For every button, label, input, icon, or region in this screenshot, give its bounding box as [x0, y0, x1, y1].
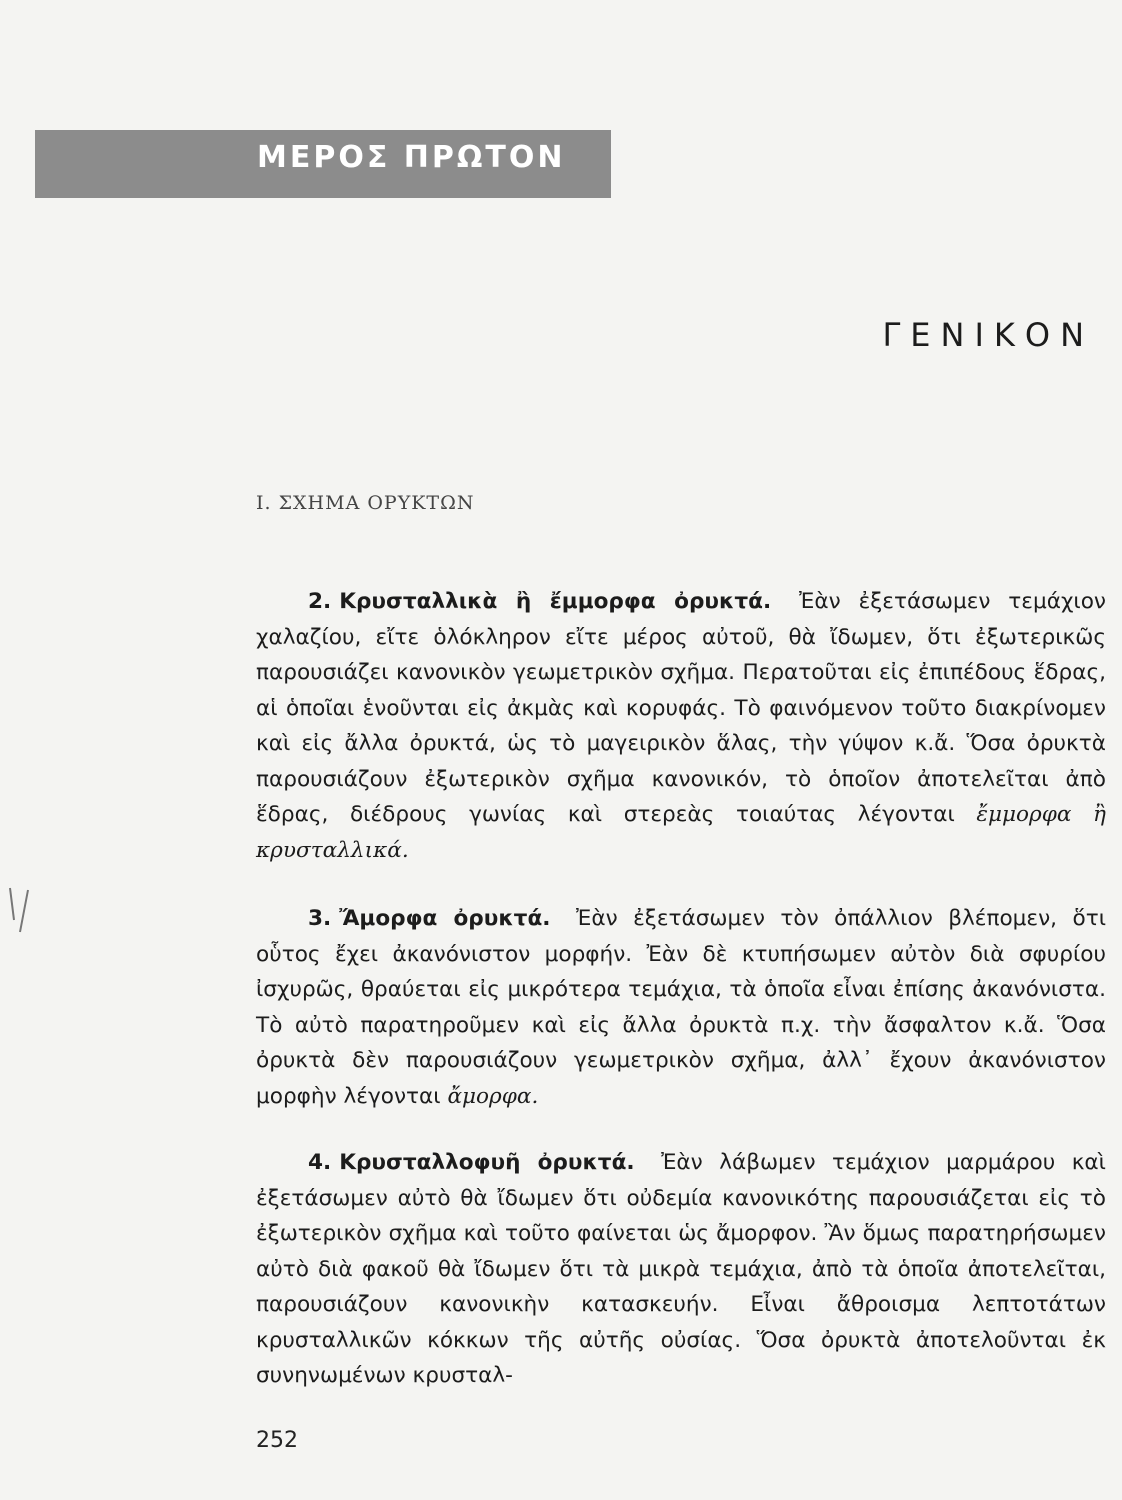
paragraph-text: Ἐὰν ἐξετάσωμεν τεμάχιον χαλαζίου, εἴτε ὁλόκληρον εἴτε μέρος αὐτοῦ, θὰ ἴδωμεν, ὅτι ἐξωτερικῶς παρουσιάζει κανονικὸν γεωμετρικὸν σχῆμα. Περατοῦται εἰς ἐπιπέδους ἕδρας, αἱ ὁποῖαι ἑνοῦνται εἰς ἀκμὰς καὶ κορυφάς. Τὸ φαινόμενον τοῦτο διακρίνομεν καὶ εἰς ἄλλα ὀρυκτά, ὡς τὸ μαγειρικὸν ἅλας, τὴν γύψον κ.ἄ. Ὅσα ὀρυκτὰ παρουσιάζουν ἐξωτερικὸν σχῆμα κανονικόν, τὸ ὁποῖον ἀποτελεῖται ἀπὸ ἕδρας, διέδρους γωνίας καὶ στερεὰς τοιαύτας λέγονται — [256, 589, 1106, 827]
chapter-title: ΓΕΝΙΚΟΝ — [882, 316, 1094, 354]
paragraph-emphasis: ἔμμορφα ἢ κρυσταλλικά. — [256, 802, 1106, 863]
margin-mark-icon — [0, 880, 40, 940]
paragraph-text: Ἐὰν λάβωμεν τεμάχιον μαρμάρου καὶ ἐξετάσωμεν αὐτὸ θὰ ἴδωμεν ὅτι οὐδεμία κανονικότης παρουσιάζεται εἰς τὸ ἐξωτερικὸν σχῆμα καὶ τοῦτο φαίνεται ὡς ἄμορφον. Ἂν ὅμως παρατηρήσωμεν αὐτὸ διὰ φακοῦ θὰ ἴδωμεν ὅτι τὰ μικρὰ τεμάχια, ἀπὸ τὰ ὁποῖα ἀποτελεῖται, παρουσιάζουν κανονικὴν κατασκευήν. Εἶναι ἄθροισμα λεπτοτάτων κρυσταλλικῶν κόκκων τῆς αὐτῆς οὐσίας. Ὅσα ὀρυκτὰ ἀποτελοῦνται ἐκ συνηνωμένων κρυσταλ- — [256, 1150, 1106, 1388]
paragraph-heading: Ἄμορφα ὀρυκτά. — [339, 906, 551, 931]
paragraph-crystallophyes — [256, 1145, 1106, 1394]
paragraph-number: 2. — [308, 589, 332, 614]
paragraph-crystalline — [256, 584, 1106, 868]
part-banner — [35, 130, 611, 198]
paragraph-number: 4. — [308, 1150, 332, 1175]
paragraph-text: Ἐὰν ἐξετάσωμεν τὸν ὀπάλλιον βλέπομεν, ὅτι οὗτος ἔχει ἀκανόνιστον μορφήν. Ἐὰν δὲ κτυπήσωμεν αὐτὸν διὰ σφυρίου ἰσχυρῶς, θραύεται εἰς μικρότερα τεμάχια, τὰ ὁποῖα εἶναι ἐπίσης ἀκανόνιστα. Τὸ αὐτὸ παρατηροῦμεν καὶ εἰς ἄλλα ὀρυκτὰ π.χ. τὴν ἄσφαλτον κ.ἄ. Ὅσα ὀρυκτὰ δὲν παρουσιάζουν γεωμετρικὸν σχῆμα, ἀλλ᾽ ἔχουν ἀκανόνιστον μορφὴν λέγονται — [256, 906, 1106, 1109]
paragraph-heading: Κρυσταλλικὰ ἢ ἔμμορφα ὀρυκτά. — [339, 589, 772, 614]
part-title: ΜΕΡΟΣ ΠΡΩΤΟΝ — [257, 140, 566, 175]
paragraph-amorphous — [256, 901, 1106, 1114]
paragraph-heading: Κρυσταλλοφυῆ ὀρυκτά. — [339, 1150, 635, 1175]
section-heading: Ι. ΣΧΗΜΑ ΟΡΥΚΤΩΝ — [256, 492, 475, 514]
page-number: 252 — [256, 1428, 298, 1453]
paragraph-number: 3. — [308, 906, 332, 931]
paragraph-emphasis: ἄμορφα. — [447, 1083, 539, 1109]
